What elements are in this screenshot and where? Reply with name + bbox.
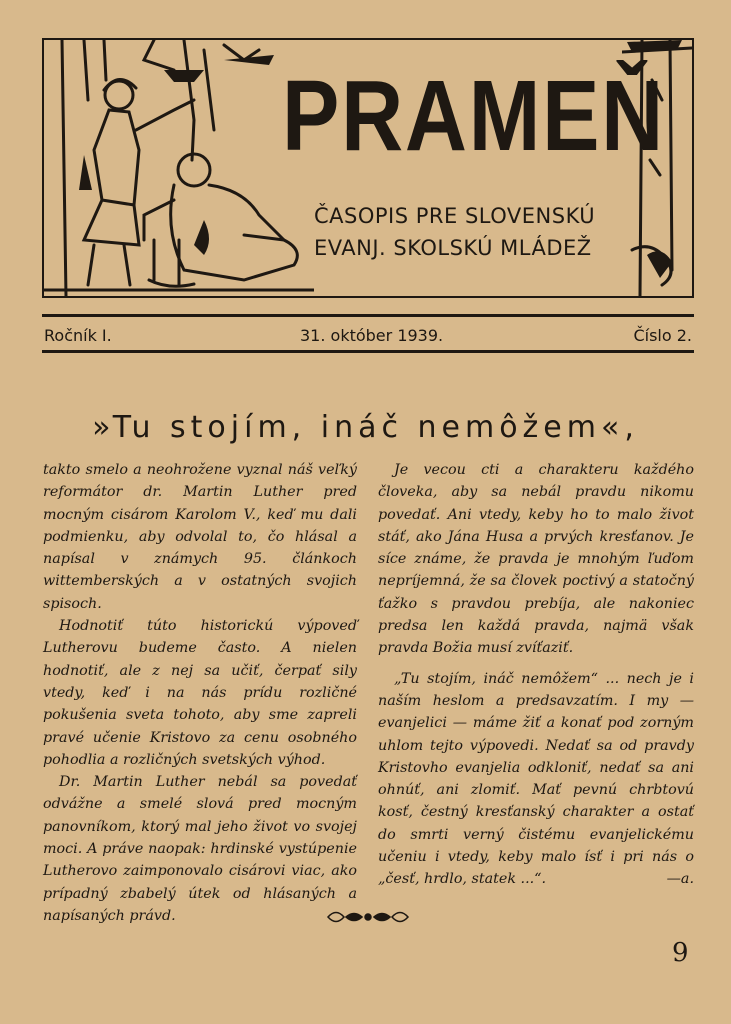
volume-label: Ročník I. <box>44 326 112 345</box>
issue-date: 31. október 1939. <box>300 326 444 345</box>
right-column <box>378 459 694 891</box>
tree-illustration <box>622 40 692 296</box>
paragraph: Je vecou cti a charakteru každého človeka, aby sa nebál pravdu nikomu povedať. Ani vtedy, keby ho to malo život stáť, ako Jána Husa a prvých kresťanov. Je síce známe, že pravda je mnohým ľuďom nepríjemná, že sa človek poctivý a statočný ťažko s pravdou prebíja, ale nakoniec predsa len každá pravda, najmä však pravda Božia musí zvíťaziť. <box>378 462 694 657</box>
magazine-title: PRAMEŇ <box>282 60 666 172</box>
bottom-divider <box>42 350 694 353</box>
issue-number: Číslo 2. <box>633 326 692 345</box>
left-column <box>43 459 357 927</box>
paragraph: Hodnotiť túto historickú výpoveď Lutherovu budeme často. A nielen hodnotiť, ale z nej sa učiť, čerpať sily vtedy, keď i na nás prídu rozličné pokušenia sveta tohoto, aby sme zapreli pravé učenie Kristovo za cenu osobného pohodlia a rozličných svetských výhod. <box>43 618 357 768</box>
paragraph: „Tu stojím, ináč nemôžem“ ... nech je i naším heslom a predsavzatím. I my — evanjelici — máme žiť a konať pod zorným uhlom tejto výpovedi. Nedať sa od pravdy Kristovho evanjelia odkloniť, nedať sa ani ohnúť, ani zlomiť. Mať pevnú chrbtovú kosť, čestný kresťanský charakter a ostať do smrti verný čistému evanjelickému učeniu i vtedy, keby malo ísť i pri nás o „česť, hrdlo, statek ...“. <box>378 670 694 888</box>
page-number: 9 <box>672 938 689 968</box>
article-headline: »Tu stojím, ináč nemôžem«, <box>92 410 639 445</box>
subtitle-line-2: EVANJ. SKOLSKÚ MLÁDEŽ <box>314 236 592 260</box>
decorative-ornament-icon <box>326 908 410 926</box>
woodcut-illustration <box>44 40 314 296</box>
subtitle-line-1: ČASOPIS PRE SLOVENSKÚ <box>314 204 596 228</box>
author-signature: —a. <box>666 871 694 888</box>
top-divider <box>42 314 694 317</box>
paragraph: takto smelo a neohrožene vyznal náš veľký reformátor dr. Martin Luther pred mocným cisárom Karolom V., keď mu dali podmienku, aby odvolal to, čo hlásal a napísal v známych 95. článkoch wittemberských a v ostatných svojich spisoch. <box>43 462 357 612</box>
paragraph: Dr. Martin Luther nebál sa povedať odvážne a smelé slová pred mocným panovníkom, ktorý mal jeho život vo svojej moci. A práve naopak: hrdinské vystúpenie Lutherovo zaimponovalo cisárovi viac, ako prípadný zbabelý útek od hlásaných a napísaných právd. <box>43 774 357 924</box>
masthead <box>42 38 694 298</box>
